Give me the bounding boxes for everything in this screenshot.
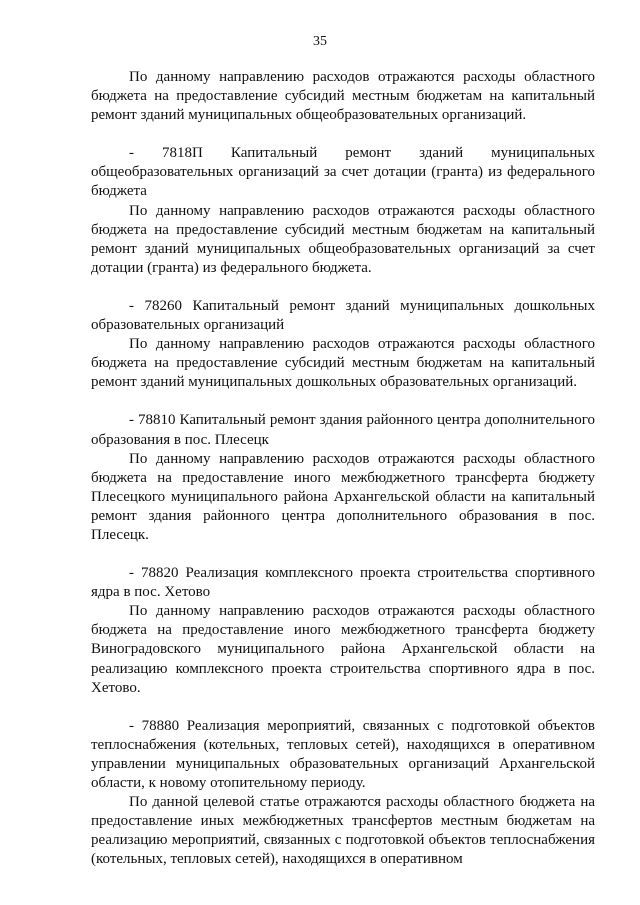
paragraph-7818p-description: По данному направлению расходов отражаются расходы областного бюджета на предоставление субсидий местным бюджетам на капитальный ремонт зданий муниципальных общеобразовательных организаций за счет дотации (гранта) из федерального бюджета. [91, 202, 595, 276]
heading-item-78820: - 78820 Реализация комплексного проекта строительства спортивного ядра в пос. Хетово [91, 565, 595, 601]
paragraph-capital-repair-schools-intro: По данному направлению расходов отражаются расходы областного бюджета на предоставление субсидий местным бюджетам на капитальный ремонт зданий муниципальных общеобразовательных организаций. [91, 69, 595, 124]
paragraph-78810-description: По данному направлению расходов отражаются расходы областного бюджета на предоставление иного межбюджетного трансферта бюджету Плесецкого муниципального района Архангельской области на капитальный ремонт здания районного центра дополнительного образования в пос. Плесецк. [91, 450, 595, 543]
heading-item-7818p: - 7818П Капитальный ремонт зданий муниципальных общеобразовательных организаций за счет дотации (гранта) из федерального бюджета [91, 145, 595, 200]
document-body [91, 68, 595, 869]
paragraph-78880-description: По данной целевой статье отражаются расходы областного бюджета на предоставление иных межбюджетных трансфертов местным бюджетам на реализацию мероприятий, связанных с подготовкой объектов теплоснабжения (котельных, тепловых сетей), находящихся в оперативном [91, 794, 595, 868]
paragraph-78260-description: По данному направлению расходов отражаются расходы областного бюджета на предоставление субсидий местным бюджетам на капитальный ремонт зданий муниципальных дошкольных образовательных организаций. [91, 336, 595, 391]
paragraph-78820-description: По данному направлению расходов отражаются расходы областного бюджета на предоставление иного межбюджетного трансферта бюджету Виноградовского муниципального района Архангельской области на реализацию комплексного проекта строительства спортивного ядра в пос. Хетово. [91, 603, 595, 696]
heading-item-78810: - 78810 Капитальный ремонт здания районного центра дополнительного образования в пос. Плесецк [91, 412, 595, 448]
heading-item-78880: - 78880 Реализация мероприятий, связанных с подготовкой объектов теплоснабжения (котельных, тепловых сетей), находящихся в оперативном управлении муниципальных образовательных организаций Архангельской области, к новому отопительному периоду. [91, 717, 595, 791]
page-number: 35 [313, 34, 327, 49]
heading-item-78260: - 78260 Капитальный ремонт зданий муниципальных дошкольных образовательных организаций [91, 297, 595, 334]
